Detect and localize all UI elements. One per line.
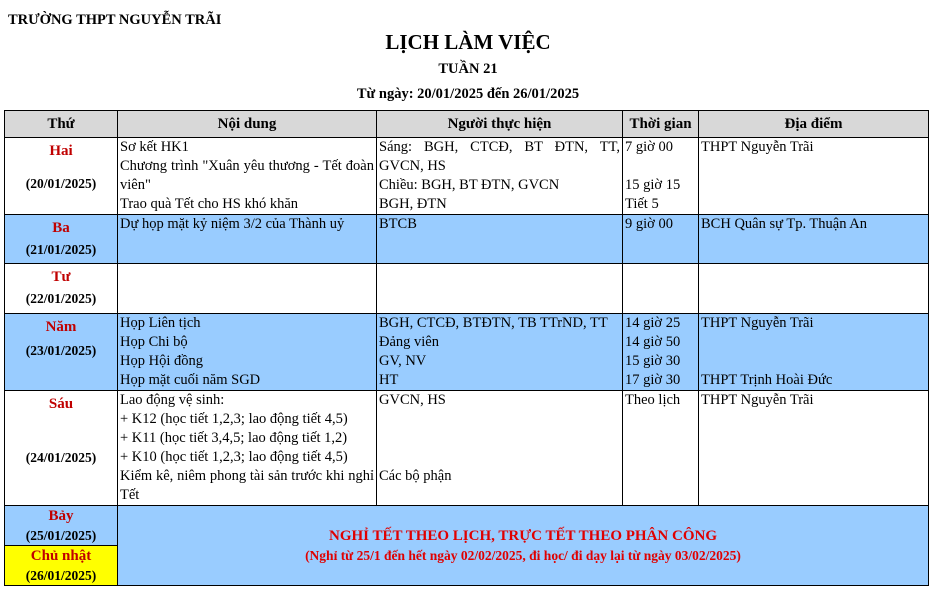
time-line: 15 giờ 15 bbox=[625, 177, 681, 193]
time-cell bbox=[623, 391, 699, 506]
time-line: 14 giờ 25 bbox=[625, 315, 681, 331]
content-cell bbox=[118, 314, 377, 391]
holiday-notice-cell bbox=[118, 506, 929, 586]
holiday-notice: NGHỈ TẾT THEO LỊCH, TRỰC TẾT THEO PHÂN CÔNG bbox=[328, 527, 718, 544]
table-row-saturday bbox=[5, 506, 929, 546]
week-label: TUẦN 21 bbox=[438, 61, 498, 77]
content-cell bbox=[118, 215, 377, 264]
time-line: Tiết 5 bbox=[625, 196, 659, 212]
page-title: LỊCH LÀM VIỆC bbox=[385, 30, 551, 54]
school-name: TRƯỜNG THPT NGUYỄN TRÃI bbox=[8, 12, 222, 28]
content-line: Kiểm kê, niêm phong tài sản trước khi nghỉ Tết bbox=[120, 468, 374, 503]
people-cell bbox=[377, 391, 623, 506]
content-cell bbox=[118, 138, 377, 215]
content-cell bbox=[118, 264, 377, 314]
day-cell bbox=[5, 215, 118, 264]
people-line bbox=[379, 429, 620, 448]
people-cell bbox=[377, 215, 623, 264]
time-line: 7 giờ 00 bbox=[625, 139, 673, 155]
day-cell bbox=[5, 264, 118, 314]
day-cell bbox=[5, 314, 118, 391]
people-line: HT bbox=[379, 372, 399, 388]
people-line: GV, NV bbox=[379, 353, 427, 369]
place-line: BCH Quân sự Tp. Thuận An bbox=[701, 216, 868, 232]
time-line: 9 giờ 00 bbox=[625, 216, 673, 232]
table-row-friday bbox=[5, 391, 929, 506]
people-line: Sáng: BGH, CTCĐ, BT ĐTN, TT, GVCN, HS bbox=[379, 139, 620, 174]
day-cell bbox=[5, 391, 118, 506]
place-cell bbox=[699, 215, 929, 264]
day-name: Tư bbox=[51, 269, 71, 285]
place-line bbox=[701, 333, 926, 352]
people-line: Đảng viên bbox=[379, 334, 439, 350]
people-cell bbox=[377, 264, 623, 314]
content-cell bbox=[118, 391, 377, 506]
date-range: Từ ngày: 20/01/2025 đến 26/01/2025 bbox=[356, 86, 580, 102]
content-line: Chương trình "Xuân yêu thương - Tết đoàn viên" bbox=[120, 158, 374, 193]
day-date: (26/01/2025) bbox=[25, 568, 97, 583]
table-row-thursday bbox=[5, 314, 929, 391]
content-line: Sơ kết HK1 bbox=[120, 139, 189, 155]
table-header-row bbox=[5, 111, 929, 138]
day-name: Năm bbox=[45, 319, 77, 335]
day-name: Ba bbox=[52, 220, 70, 236]
people-line: BTCB bbox=[379, 216, 417, 232]
people-cell bbox=[377, 314, 623, 391]
place-cell bbox=[699, 264, 929, 314]
content-line: Họp Hội đồng bbox=[120, 353, 203, 369]
place-line bbox=[701, 352, 926, 371]
day-cell bbox=[5, 138, 118, 215]
place-line: THPT Nguyễn Trãi bbox=[701, 139, 814, 155]
place-line: THPT Nguyễn Trãi bbox=[701, 392, 814, 408]
schedule-table bbox=[4, 110, 929, 586]
people-line bbox=[379, 448, 620, 467]
time-cell bbox=[623, 215, 699, 264]
holiday-note: (Nghỉ từ 25/1 đến hết ngày 02/02/2025, đi học/ đi dạy lại từ ngày 03/02/2025) bbox=[305, 547, 741, 563]
day-name: Chủ nhật bbox=[30, 548, 92, 564]
col-header-content: Nội dung bbox=[118, 111, 377, 138]
content-line: Lao động vệ sinh: bbox=[120, 392, 225, 408]
day-cell bbox=[5, 506, 118, 546]
people-line: Chiều: BGH, BT ĐTN, GVCN bbox=[379, 177, 560, 193]
col-header-people: Người thực hiện bbox=[377, 111, 623, 138]
place-cell bbox=[699, 314, 929, 391]
col-header-day: Thứ bbox=[5, 111, 118, 138]
day-date: (20/01/2025) bbox=[25, 176, 97, 191]
people-line: GVCN, HS bbox=[379, 392, 446, 408]
time-line bbox=[625, 157, 696, 176]
people-line: BGH, ĐTN bbox=[379, 196, 447, 212]
content-line: + K11 (học tiết 3,4,5; lao động tiết 1,2) bbox=[120, 430, 348, 446]
day-name: Hai bbox=[49, 143, 73, 159]
day-date: (22/01/2025) bbox=[25, 291, 97, 306]
content-line: Trao quà Tết cho HS khó khăn bbox=[120, 196, 299, 212]
col-header-time: Thời gian bbox=[623, 111, 699, 138]
day-name: Sáu bbox=[48, 396, 74, 412]
day-date: (23/01/2025) bbox=[25, 343, 97, 358]
place-cell bbox=[699, 391, 929, 506]
place-line: THPT Nguyễn Trãi bbox=[701, 315, 814, 331]
table-row-monday bbox=[5, 138, 929, 215]
people-line bbox=[379, 410, 620, 429]
people-line: Các bộ phận bbox=[379, 468, 452, 484]
table-row-wednesday bbox=[5, 264, 929, 314]
time-cell bbox=[623, 138, 699, 215]
content-line: Họp mặt cuối năm SGD bbox=[120, 372, 261, 388]
content-line: Dự họp mặt kỷ niệm 3/2 của Thành uỷ bbox=[120, 216, 345, 232]
content-line: + K12 (học tiết 1,2,3; lao động tiết 4,5) bbox=[120, 411, 348, 427]
time-cell bbox=[623, 314, 699, 391]
people-cell bbox=[377, 138, 623, 215]
content-line: Họp Liên tịch bbox=[120, 315, 201, 331]
people-line: BGH, CTCĐ, BTĐTN, TB TTrND, TT bbox=[379, 315, 608, 331]
col-header-place: Địa điểm bbox=[699, 111, 929, 138]
table-row-tuesday bbox=[5, 215, 929, 264]
place-cell bbox=[699, 138, 929, 215]
time-line: 15 giờ 30 bbox=[625, 353, 681, 369]
time-line: Theo lịch bbox=[625, 392, 681, 408]
day-date: (25/01/2025) bbox=[25, 528, 97, 543]
place-line: THPT Trịnh Hoài Đức bbox=[701, 372, 833, 388]
day-name: Bảy bbox=[48, 508, 74, 524]
day-cell bbox=[5, 546, 118, 586]
content-line: + K10 (học tiết 1,2,3; lao động tiết 4,5) bbox=[120, 449, 348, 465]
time-line: 17 giờ 30 bbox=[625, 372, 681, 388]
time-cell bbox=[623, 264, 699, 314]
day-date: (21/01/2025) bbox=[25, 242, 97, 257]
time-line: 14 giờ 50 bbox=[625, 334, 681, 350]
content-line: Họp Chi bộ bbox=[120, 334, 188, 350]
day-date: (24/01/2025) bbox=[25, 450, 97, 465]
